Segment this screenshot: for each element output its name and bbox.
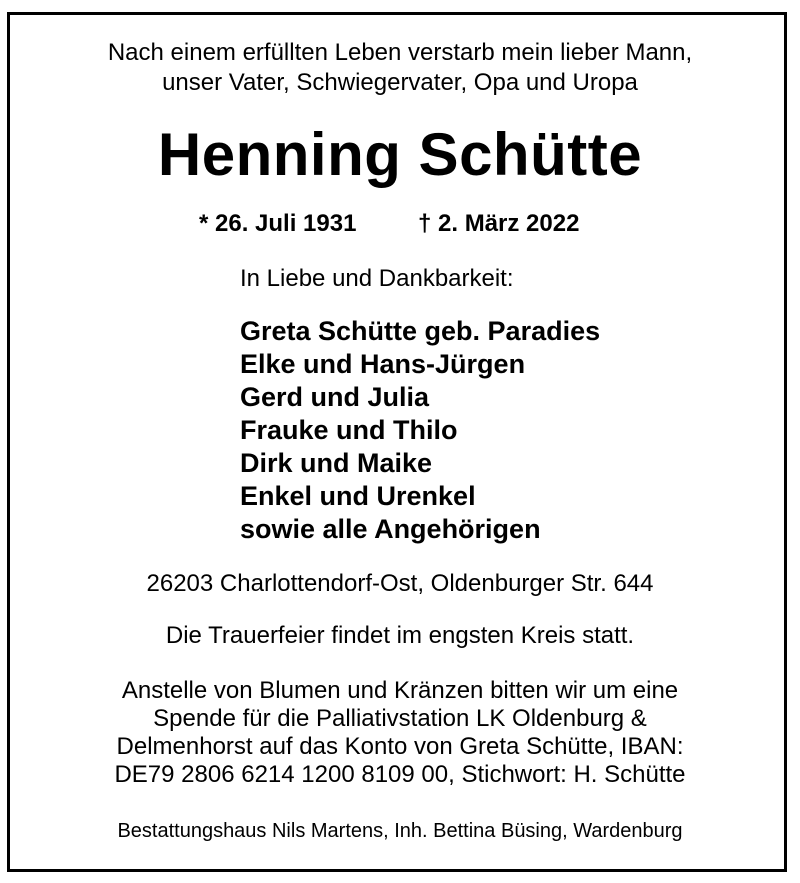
thanks-heading: In Liebe und Dankbarkeit: <box>240 265 514 292</box>
donation-line-4: DE79 2806 6214 1200 8109 00, Stichwort: H. Schütte <box>114 761 686 788</box>
intro-line-1: Nach einem erfüllten Leben verstarb mein lieber Mann, <box>107 39 693 66</box>
mourner-2: Elke und Hans-Jürgen <box>240 349 526 379</box>
mourner-5: Dirk und Maike <box>240 448 433 478</box>
death-date: † 2. März 2022 <box>418 210 580 237</box>
ceremony-note: Die Trauerfeier findet im engsten Kreis statt. <box>165 622 635 649</box>
undertaker: Bestattungshaus Nils Martens, Inh. Bettina Büsing, Wardenburg <box>117 820 683 842</box>
donation-line-3: Delmenhorst auf das Konto von Greta Schütte, IBAN: <box>116 733 684 760</box>
donation-line-2: Spende für die Palliativstation LK Oldenburg & <box>153 705 647 732</box>
intro-line-2: unser Vater, Schwiegervater, Opa und Uropa <box>162 69 638 96</box>
birth-date: * 26. Juli 1931 <box>199 210 357 237</box>
mourner-6: Enkel und Urenkel <box>240 481 476 511</box>
donation-line-1: Anstelle von Blumen und Kränzen bitten wir um eine <box>121 677 679 704</box>
mourner-4: Frauke und Thilo <box>240 415 458 445</box>
mourner-7: sowie alle Angehörigen <box>240 514 541 544</box>
mourner-3: Gerd und Julia <box>240 382 430 412</box>
address: 26203 Charlottendorf-Ost, Oldenburger Str. 644 <box>146 570 654 597</box>
mourner-1: Greta Schütte geb. Paradies <box>240 316 601 346</box>
deceased-name: Henning Schütte <box>157 121 643 188</box>
